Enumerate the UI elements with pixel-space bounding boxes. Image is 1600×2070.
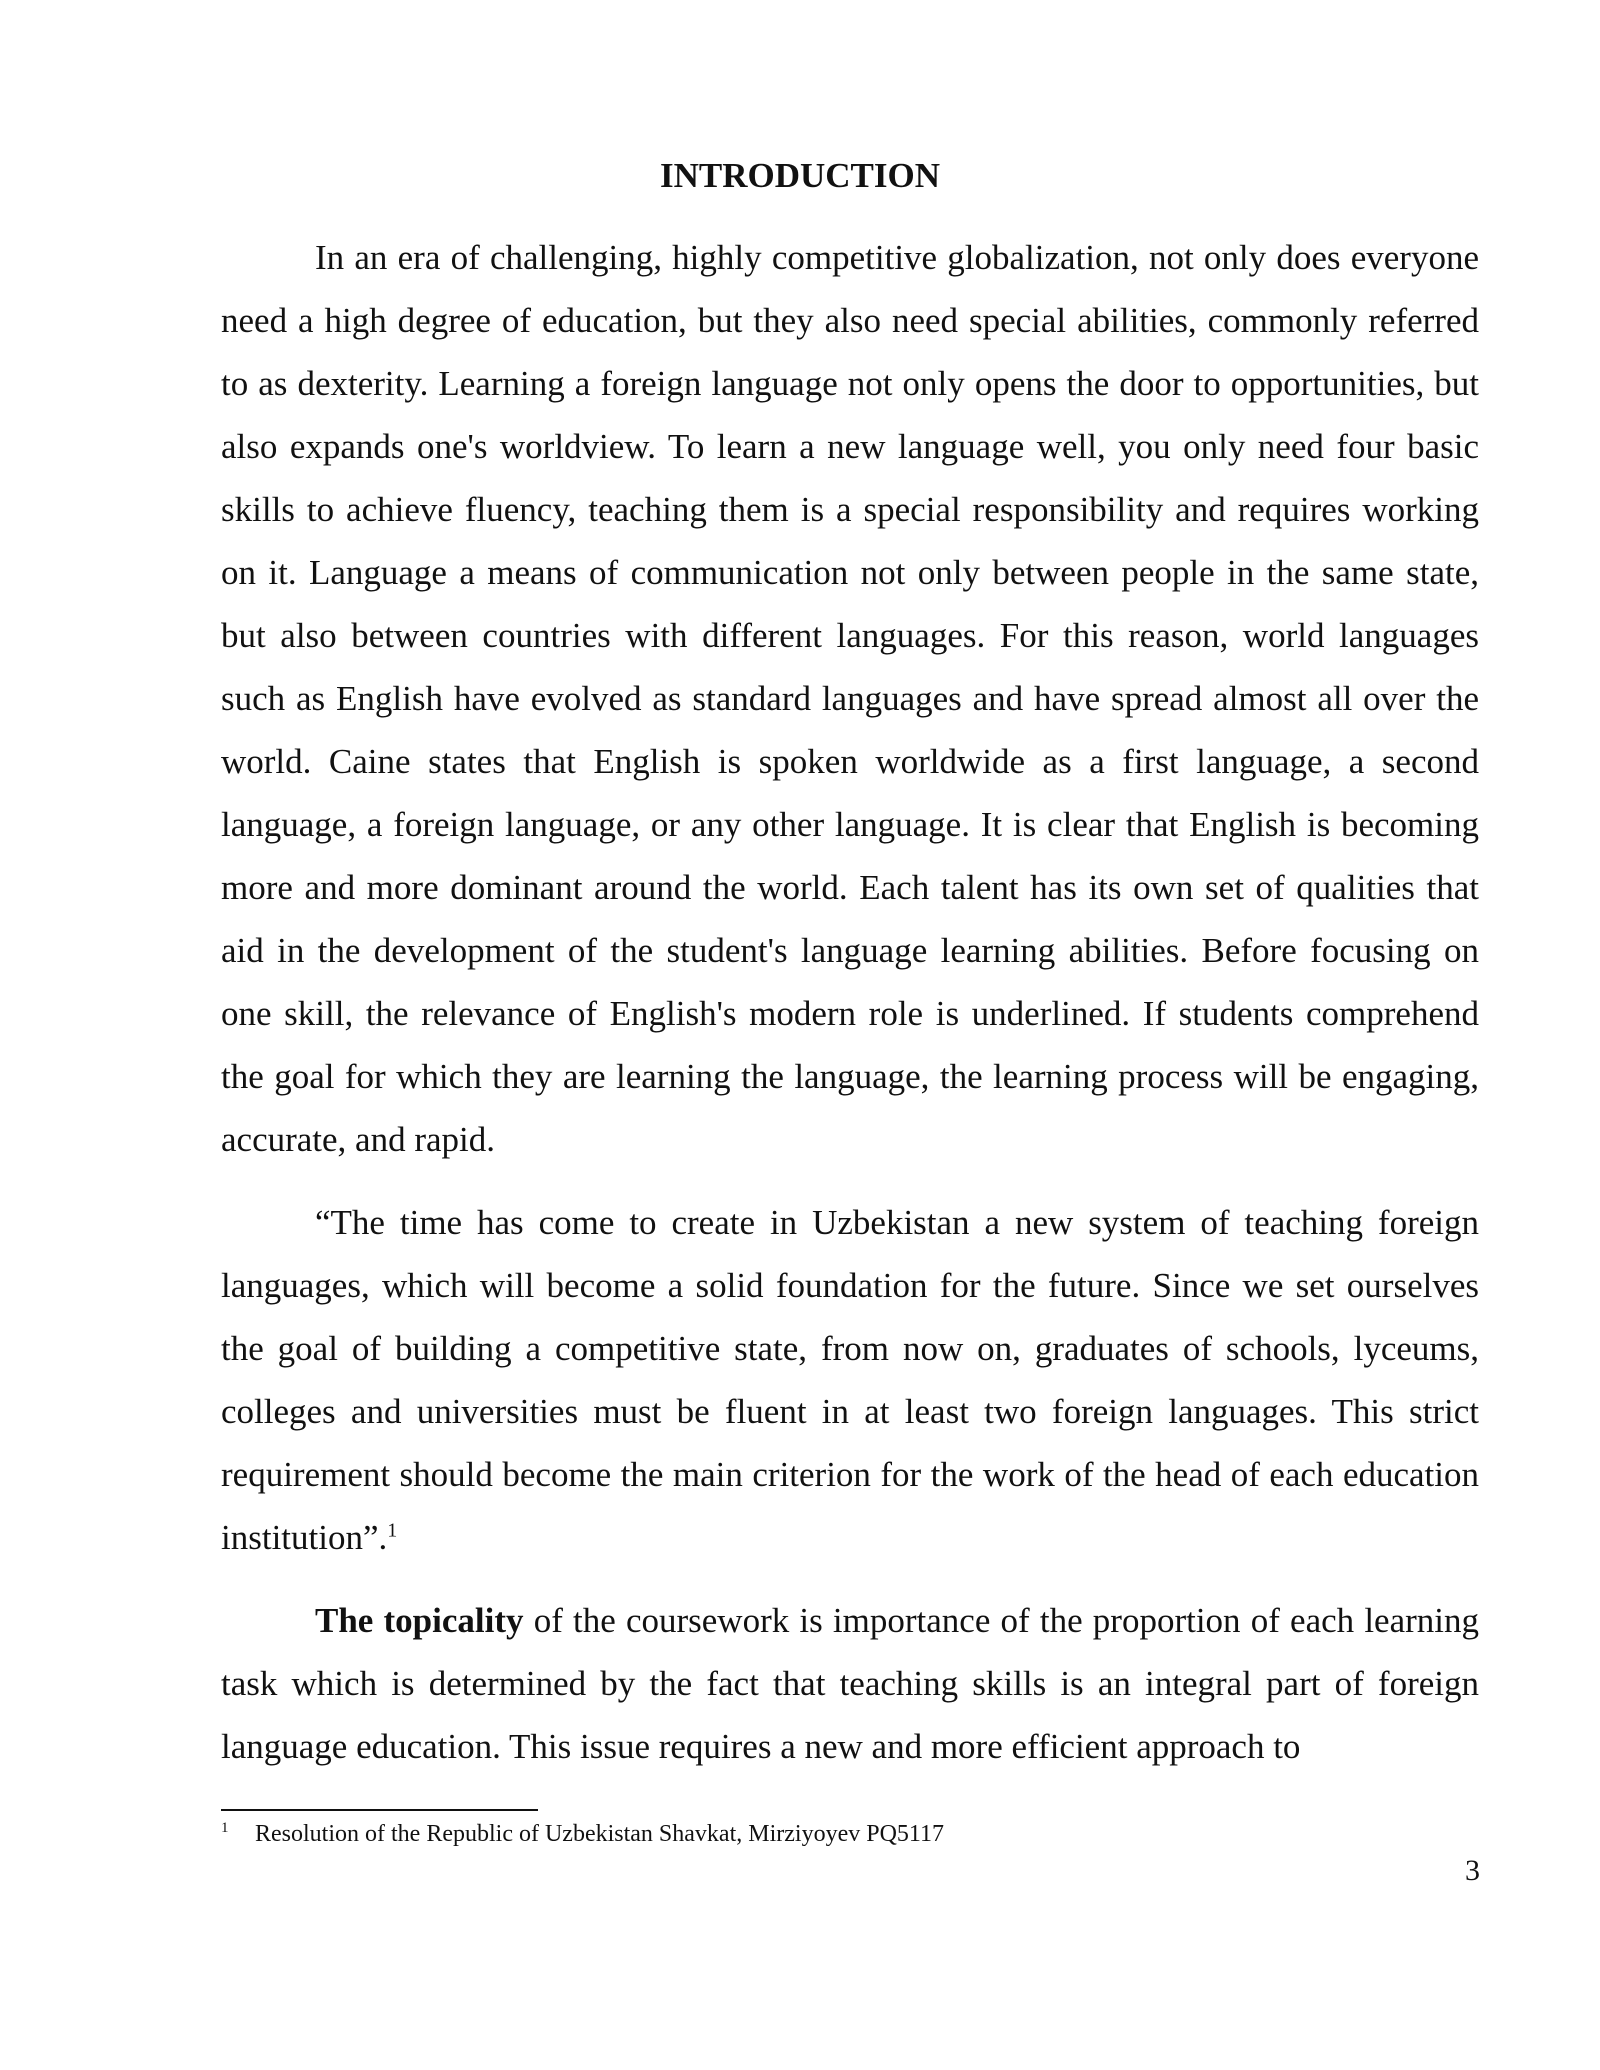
footnote <box>221 1816 1479 1852</box>
paragraph-quote-text: “The time has come to create in Uzbekistan a new system of teaching foreign languages, which will become a solid foundation for the future. Since we set ourselves the goal of building a competitive state, from now on, graduates of schools, lyceums, colleges and universities must be fluent in at least two foreign languages. This strict requirement should become the main criterion for the work of the head of each education institution”. <box>221 1203 1479 1557</box>
footnote-divider <box>221 1809 538 1811</box>
page-number: 3 <box>1465 1854 1480 1887</box>
footnote-marker: 1 <box>221 1820 229 1836</box>
body-text <box>221 226 1479 1798</box>
paragraph-intro <box>221 226 1479 1171</box>
paragraph-intro-text: In an era of challenging, highly competitive globalization, not only does everyone need a high degree of education, but they also need special abilities, commonly referred to as dexterity. Learning a foreign language not only opens the door to opportunities, but also expands one's worldview. To learn a new language well, you only need four basic skills to achieve fluency, teaching them is a special responsibility and requires working on it. Language a means of communication not only between people in the same state, but also between countries with different languages. For this reason, world languages such as English have evolved as standard languages and have spread almost all over the world. Caine states that English is spoken worldwide as a first language, a second language, a foreign language, or any other language. It is clear that English is becoming more and more dominant around the world. Each talent has its own set of qualities that aid in the development of the student's language learning abilities. Before focusing on one skill, the relevance of English's modern role is underlined. If students comprehend the goal for which they are learning the language, the learning process will be engaging, accurate, and rapid. <box>221 238 1479 1159</box>
page-title: INTRODUCTION <box>659 156 941 195</box>
paragraph-topicality <box>221 1589 1479 1778</box>
paragraph-topicality-text: of the coursework is importance of the proportion of each learning task which is determined by the fact that teaching skills is an integral part of foreign language education. This issue requires a new and more efficient approach to <box>221 1601 1480 1766</box>
footnote-text: Resolution of the Republic of Uzbekistan Shavkat, Mirziyoyev PQ5117 <box>255 1821 945 1847</box>
footnote-reference[interactable]: 1 <box>387 1519 398 1542</box>
topicality-lead: The topicality <box>315 1601 524 1640</box>
paragraph-quote <box>221 1191 1479 1569</box>
